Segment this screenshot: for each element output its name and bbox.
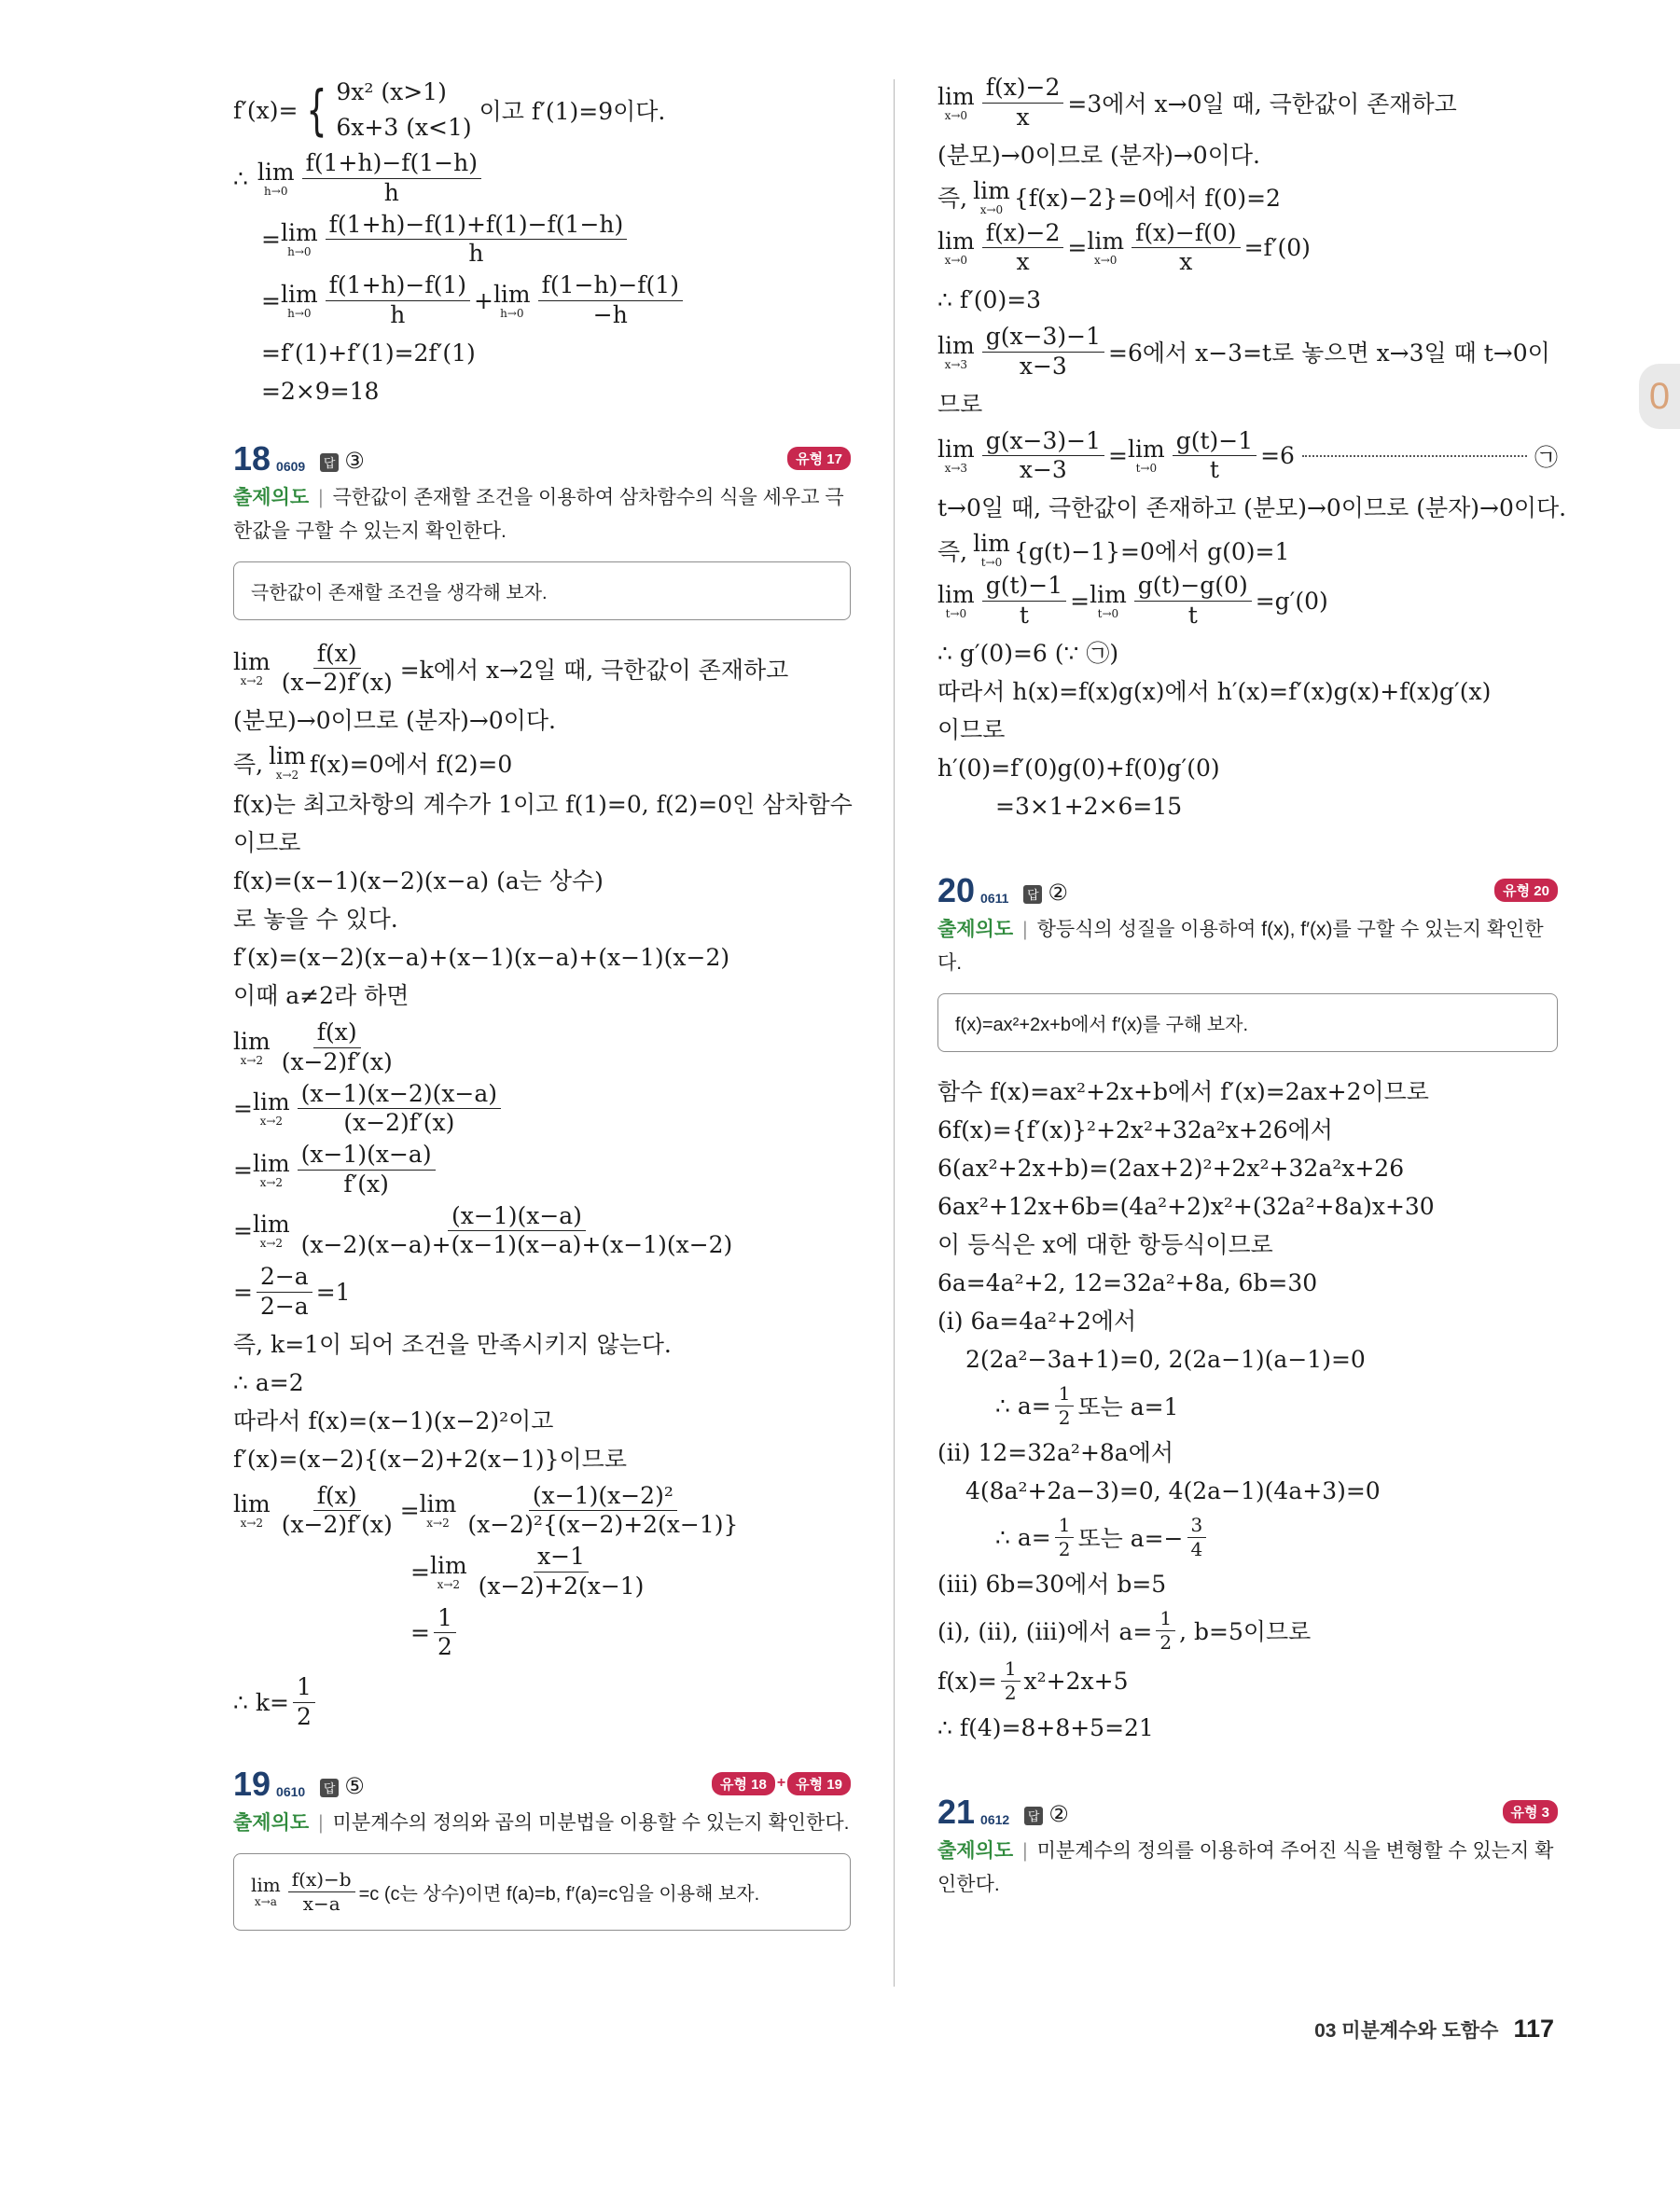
intent-label: 출제의도 bbox=[937, 1839, 1014, 1862]
math-line: = lim x→2 $\frac{x-1}{(x-2)+2(x-1)}$ bbox=[410, 1544, 851, 1600]
fraction: $\frac{f(1+h)-f(1-h)}{h}$ bbox=[302, 150, 481, 207]
text-line: 함수 f(x)=ax²+2x+b에서 f′(x)=2ax+2이므로 bbox=[937, 1077, 1429, 1105]
fraction: $\frac{f(x)-2}{x}$ bbox=[982, 75, 1064, 132]
text-line: f′(x)=(x−2)(x−a)+(x−1)(x−a)+(x−1)(x−2) bbox=[233, 944, 730, 971]
dotted-leader bbox=[1302, 455, 1527, 457]
hint-box bbox=[233, 1853, 851, 1931]
cases bbox=[336, 75, 471, 145]
fraction: $\frac{f(x)-b}{x-a}$ bbox=[288, 1869, 355, 1915]
text-line: 6(ax²+2x+b)=(2ax+2)²+2x²+32a²x+26 bbox=[937, 1154, 1405, 1182]
fraction: $\frac{f(x)-2}{x}$ bbox=[982, 220, 1064, 277]
lim: lim h→0 bbox=[257, 158, 295, 198]
text-line: 6ax²+12x+6b=(4a²+2)x²+(32a²+8a)x+30 bbox=[937, 1192, 1435, 1220]
lim: lim x→2 bbox=[233, 1027, 271, 1067]
right-column bbox=[937, 70, 1567, 1902]
fraction: $\frac{g(t)-g(0)}{t}$ bbox=[1134, 573, 1252, 630]
text-line: 6a=4a²+2, 12=32a²+8a, 6b=30 bbox=[937, 1268, 1318, 1296]
math-line: f(x)= $\frac{1}{2}$ x²+2x+5 bbox=[937, 1656, 1129, 1704]
type-badges bbox=[1494, 879, 1558, 902]
text-line: =3×1+2×6=15 bbox=[995, 792, 1183, 820]
answer-value: ③ bbox=[344, 447, 365, 474]
intent-label: 출제의도 bbox=[233, 486, 310, 508]
fraction: $\frac{3}{4}$ bbox=[1187, 1515, 1207, 1560]
fraction: $\frac{f(1+h)-f(1)+f(1)-f(1-h)}{h}$ bbox=[326, 212, 628, 269]
text-line: ∴ f′(0)=3 bbox=[937, 286, 1042, 313]
math-line: lim x→3 $\frac{g(x-3)-1}{x-3}$ = lim t→0 $\frac{g(t)-1}{t}$ =6 ㉠ bbox=[937, 426, 1558, 484]
hint-box bbox=[937, 993, 1558, 1052]
text-line: 6f(x)={f′(x)}²+2x²+32a²x+26에서 bbox=[937, 1115, 1333, 1143]
text-line: (ⅱ) 12=32a²+8a에서 bbox=[937, 1438, 1173, 1466]
answer-value: ② bbox=[1048, 879, 1068, 906]
hint-text: 극한값이 존재할 조건을 생각해 보자. bbox=[251, 582, 548, 603]
answer-icon: 답 bbox=[1023, 885, 1042, 904]
fraction: $\frac{f(x)}{(x-2)f'(x)}$ bbox=[281, 639, 393, 697]
derivative-cases bbox=[233, 75, 851, 145]
chapter-title: 03 미분계수와 도함수 bbox=[1314, 2020, 1499, 2042]
math-line: = lim x→2 $\frac{(x-1)(x-a)}{f'(x)}$ bbox=[233, 1142, 851, 1198]
answer-value: ⑤ bbox=[344, 1772, 365, 1799]
text-line: f(x)는 최고차항의 계수가 1이고 f(1)=0, f(2)=0인 삼차함수 bbox=[233, 791, 853, 818]
math-line: ∴ a= $\frac{1}{2}$ 또는 a=− $\frac{3}{4}$ bbox=[995, 1515, 1558, 1560]
type-badge: 유형 3 bbox=[1503, 1800, 1559, 1823]
intent-label: 출제의도 bbox=[937, 918, 1014, 940]
fraction: $\frac{g(x-3)-1}{x-3}$ bbox=[982, 324, 1104, 381]
lim: lim x→2 bbox=[233, 1490, 271, 1531]
math-line: = $\frac{1}{2}$ bbox=[410, 1605, 851, 1662]
chapter-edge-tab: 0 bbox=[1639, 364, 1680, 429]
text: f′(x)= bbox=[233, 96, 299, 124]
fraction: $\frac{(x-1)(x-a)}{f'(x)}$ bbox=[298, 1142, 436, 1198]
fraction: $\frac{1}{2}$ bbox=[1156, 1608, 1175, 1654]
math-line: = lim h→0 $\frac{f(1+h)-f(1)+f(1)-f(1-h)}{h}$ bbox=[261, 212, 851, 269]
fraction: $\frac{\text{(x−1)(x−2)²}}{\text{(x−2)²\{(x−2)+2(x−1)\}}}$ bbox=[467, 1481, 739, 1539]
lim: lim x→0 bbox=[937, 228, 975, 268]
math-line: lim x→0 $\frac{f(x)-2}{x}$ =3에서 x→0일 때, 극한값이 존재하고 bbox=[937, 74, 1457, 131]
lim: lim x→0 bbox=[1087, 228, 1125, 268]
math-line: lim x→2 $\frac{f(x)}{(x-2)f'(x)}$ =k에서 x→2일 때, 극한값이 존재하고 bbox=[233, 639, 789, 697]
math-line: 즉, lim x→2 f(x)=0에서 f(2)=0 bbox=[233, 742, 513, 782]
text-line: 4(8a²+2a−3)=0, 4(2a−1)(4a+3)=0 bbox=[965, 1476, 1381, 1504]
fraction: $\frac{f(1+h)-f(1)}{h}$ bbox=[326, 272, 470, 329]
type-badges: 유형 18 + 유형 19 bbox=[712, 1772, 851, 1795]
text-line: (ⅰ) 6a=4a²+2에서 bbox=[937, 1307, 1137, 1335]
question-number: 18 bbox=[233, 438, 271, 478]
lim: lim x→2 bbox=[419, 1490, 457, 1531]
question-number: 19 bbox=[233, 1764, 271, 1803]
text-line: 2(2a²−3a+1)=0, 2(2a−1)(a−1)=0 bbox=[965, 1345, 1366, 1373]
page-number: 117 bbox=[1513, 2015, 1554, 2043]
math-line bbox=[233, 150, 851, 207]
type-badges bbox=[787, 447, 851, 470]
intent-text: 미분계수의 정의를 이용하여 주어진 식을 변형할 수 있는지 확인한다. bbox=[937, 1839, 1554, 1895]
math-line: lim t→0 $\frac{g(t)-1}{t}$ = lim t→0 $\frac{g(t)-g(0)}{t}$ =g′(0) bbox=[937, 572, 1328, 629]
text-line: 따라서 h(x)=f(x)g(x)에서 h′(x)=f′(x)g(x)+f(x)g′(x) bbox=[937, 677, 1492, 705]
fraction: $\frac{(x-1)(x-a)}{(x-2)(x-a)+(x-1)(x-a)+(x-1)(x-2)}$ bbox=[300, 1201, 733, 1259]
math-line: 즉, lim x→0 {f(x)−2}=0에서 f(0)=2 bbox=[937, 176, 1281, 216]
intent-text: 미분계수의 정의와 곱의 미분법을 이용할 수 있는지 확인한다. bbox=[332, 1811, 850, 1834]
text-line: 따라서 f(x)=(x−1)(x−2)²이고 bbox=[233, 1406, 554, 1434]
type-badges bbox=[1503, 1800, 1559, 1823]
text-line: (ⅲ) 6b=30에서 b=5 bbox=[937, 1570, 1167, 1598]
math-line: lim x→2 $\frac{f(x)}{(x-2)f'(x)}$ = lim x→2 $\frac{\text{(x−1)(x−2)²}}{\text{(x−2)²\{(x−2)+2(x−1)\}}}$ bbox=[233, 1483, 851, 1540]
question-header-21 bbox=[937, 1792, 1558, 1831]
lim: lim t→0 bbox=[937, 580, 975, 620]
text-line: ∴ a=2 bbox=[233, 1368, 304, 1396]
question-code: 0612 bbox=[980, 1811, 1010, 1827]
question-code: 0610 bbox=[276, 1783, 306, 1799]
page-footer bbox=[1314, 2015, 1554, 2044]
question-number: 21 bbox=[937, 1792, 976, 1831]
answer-icon: 답 bbox=[320, 453, 339, 472]
text-line: 이므로 bbox=[233, 829, 301, 856]
fraction: $\frac{g(t)-1}{t}$ bbox=[1173, 428, 1257, 485]
lim: lim x→2 bbox=[252, 1149, 290, 1189]
brace-icon: { bbox=[306, 78, 328, 142]
fraction: $\frac{1}{2}$ bbox=[1055, 1515, 1075, 1560]
lim: lim x→2 bbox=[252, 1211, 290, 1251]
type-badge: 유형 19 bbox=[787, 1772, 851, 1795]
text-line: 이 등식은 x에 대한 항등식이므로 bbox=[937, 1230, 1273, 1258]
lim: lim x→3 bbox=[937, 436, 975, 476]
intent-label: 출제의도 bbox=[233, 1811, 310, 1834]
math-line: lim x→3 $\frac{g(x-3)-1}{x-3}$ =6에서 x−3=t로 놓으면 x→3일 때 t→0이 bbox=[937, 323, 1550, 380]
lim: lim x→2 bbox=[269, 742, 306, 782]
circled-mark: ㉠ bbox=[1534, 443, 1558, 471]
text-line: 이므로 bbox=[937, 715, 1006, 743]
text-line: ∴ f(4)=8+8+5=21 bbox=[937, 1713, 1154, 1741]
lim: lim x→2 bbox=[233, 648, 271, 688]
text-line: t→0일 때, 극한값이 존재하고 (분모)→0이므로 (분자)→0이다. bbox=[937, 494, 1567, 521]
math-line: = lim x→2 $\frac{(x-1)(x-2)(x-a)}{(x-2)f'(x)}$ bbox=[233, 1081, 851, 1138]
intent: 출제의도 | 극한값이 존재할 조건을 이용하여 삼차함수의 식을 세우고 극한값을 구할 수 있는지 확인한다. bbox=[233, 486, 844, 542]
lim: lim h→0 bbox=[493, 280, 531, 320]
question-code: 0611 bbox=[980, 890, 1009, 906]
hint-text: =c (c는 상수)이면 f(a)=b, f′(a)=c임을 이용해 보자. bbox=[358, 1883, 760, 1905]
answer-icon: 답 bbox=[1024, 1807, 1043, 1825]
text-line: (분모)→0이므로 (분자)→0이다. bbox=[937, 141, 1260, 169]
math-line: = lim h→0 $\frac{f(1+h)-f(1)}{h}$ + lim h→0 $\frac{f(1-h)-f(1)}{-h}$ bbox=[261, 272, 851, 329]
type-badge: 유형 20 bbox=[1494, 879, 1558, 902]
math-line: =f′(1)+f′(1)=2f′(1) bbox=[261, 339, 476, 367]
lim: lim t→0 bbox=[1127, 436, 1165, 476]
left-column bbox=[233, 70, 851, 1951]
text-line: 즉, k=1이 되어 조건을 만족시키지 않는다. bbox=[233, 1330, 672, 1358]
type-badge: 유형 18 bbox=[712, 1772, 775, 1795]
question-code: 0609 bbox=[276, 458, 306, 474]
fraction: $\frac{f(x)}{(x-2)f'(x)}$ bbox=[281, 1481, 393, 1539]
intent-text: 항등식의 성질을 이용하여 f(x), f′(x)를 구할 수 있는지 확인한다. bbox=[937, 918, 1544, 974]
lim: lim t→0 bbox=[1090, 580, 1127, 620]
lim: lim x→2 bbox=[252, 1088, 290, 1129]
fraction: $\frac{f(x)}{(x-2)f'(x)}$ bbox=[281, 1018, 393, 1075]
fraction: $\frac{1}{2}$ bbox=[434, 1605, 456, 1662]
text-line: 로 놓을 수 있다. bbox=[233, 906, 398, 933]
lim: lim x→0 bbox=[937, 82, 975, 122]
intent: 출제의도 | 항등식의 성질을 이용하여 f(x), f′(x)를 구할 수 있는지 확인한다. bbox=[937, 918, 1544, 974]
text-line: 므로 bbox=[937, 390, 983, 418]
math-line bbox=[233, 1019, 851, 1076]
intent: 출제의도 | 미분계수의 정의와 곱의 미분법을 이용할 수 있는지 확인한다. bbox=[233, 1811, 850, 1834]
text: 이고 f′(1)=9이다. bbox=[479, 98, 666, 125]
math-line: 즉, lim t→0 {g(t)−1}=0에서 g(0)=1 bbox=[937, 530, 1290, 569]
lim: lim x→0 bbox=[973, 176, 1010, 216]
fraction: $\frac{f(1-h)-f(1)}{-h}$ bbox=[538, 272, 683, 329]
text-line: ∴ g′(0)=6 (∵ ㉠) bbox=[937, 639, 1119, 667]
lim: lim h→0 bbox=[280, 219, 318, 259]
answer-icon: 답 bbox=[320, 1779, 339, 1797]
question-number: 20 bbox=[937, 870, 976, 909]
lim: lim x→2 bbox=[429, 1551, 467, 1591]
case-2: 6x+3 (x<1) bbox=[336, 114, 472, 141]
fraction: $\frac{(x-1)(x-2)(x-a)}{(x-2)f'(x)}$ bbox=[298, 1081, 501, 1138]
fraction: $\frac{g(t)-1}{t}$ bbox=[982, 573, 1066, 630]
fraction: $\frac{2-a}{2-a}$ bbox=[257, 1264, 312, 1321]
case-1: 9x² (x>1) bbox=[336, 78, 447, 105]
fraction: $\frac{1}{2}$ bbox=[293, 1674, 315, 1731]
text-line: f′(x)=(x−2){(x−2)+2(x−1)}이므로 bbox=[233, 1445, 627, 1473]
question-header-20 bbox=[937, 870, 1558, 909]
math-line: = $\frac{2-a}{2-a}$ =1 bbox=[233, 1263, 351, 1320]
math-line: lim x→0 $\frac{f(x)-2}{x}$ = lim x→0 $\frac{f(x)-f(0)}{x}$ =f′(0) bbox=[937, 218, 1311, 276]
lim: lim t→0 bbox=[973, 530, 1010, 569]
fraction: $\frac{1}{2}$ bbox=[1001, 1658, 1020, 1704]
answer-value: ② bbox=[1048, 1800, 1069, 1827]
question-header-19 bbox=[233, 1764, 851, 1803]
text-line: h′(0)=f′(0)g(0)+f(0)g′(0) bbox=[937, 754, 1220, 782]
fraction: $\frac{g(x-3)-1}{x-3}$ bbox=[982, 428, 1104, 485]
intent-text: 극한값이 존재할 조건을 이용하여 삼차함수의 식을 세우고 극한값을 구할 수 있는지 확인한다. bbox=[233, 486, 844, 542]
text-line: 이때 a≠2라 하면 bbox=[233, 982, 410, 1009]
math-line: =2×9=18 bbox=[261, 377, 380, 405]
text-line: f(x)=(x−1)(x−2)(x−a) (a는 상수) bbox=[233, 867, 604, 894]
fraction: $\frac{f(x)-f(0)}{x}$ bbox=[1132, 220, 1240, 277]
math-line: = lim x→2 $\frac{(x-1)(x-a)}{(x-2)(x-a)+(x-1)(x-a)+(x-1)(x-2)}$ bbox=[233, 1203, 851, 1260]
lim: lim h→0 bbox=[280, 280, 318, 320]
text-line: (분모)→0이므로 (분자)→0이다. bbox=[233, 707, 556, 734]
fraction: $\frac{1}{2}$ bbox=[1055, 1383, 1075, 1429]
intent: 출제의도 | 미분계수의 정의를 이용하여 주어진 식을 변형할 수 있는지 확인한다. bbox=[937, 1839, 1554, 1895]
math-line: ∴ k= $\frac{1}{2}$ bbox=[233, 1674, 851, 1731]
lim: lim x→a bbox=[251, 1874, 281, 1908]
hint-text: f(x)=ax²+2x+b에서 f′(x)를 구해 보자. bbox=[955, 1014, 1249, 1035]
math-line: (ⅰ), (ⅱ), (ⅲ)에서 a= $\frac{1}{2}$ , b=5이므로 bbox=[937, 1606, 1312, 1654]
text: ∴ bbox=[233, 164, 248, 192]
fraction: $\frac{x-1}{(x-2)+2(x-1)}$ bbox=[478, 1543, 645, 1600]
math-line: ∴ a= $\frac{1}{2}$ 또는 a=1 bbox=[995, 1381, 1179, 1429]
lim: lim x→3 bbox=[937, 331, 975, 371]
question-header-18 bbox=[233, 438, 851, 478]
type-badge: 유형 17 bbox=[787, 447, 851, 470]
hint-box bbox=[233, 561, 851, 620]
column-divider bbox=[894, 79, 895, 1987]
